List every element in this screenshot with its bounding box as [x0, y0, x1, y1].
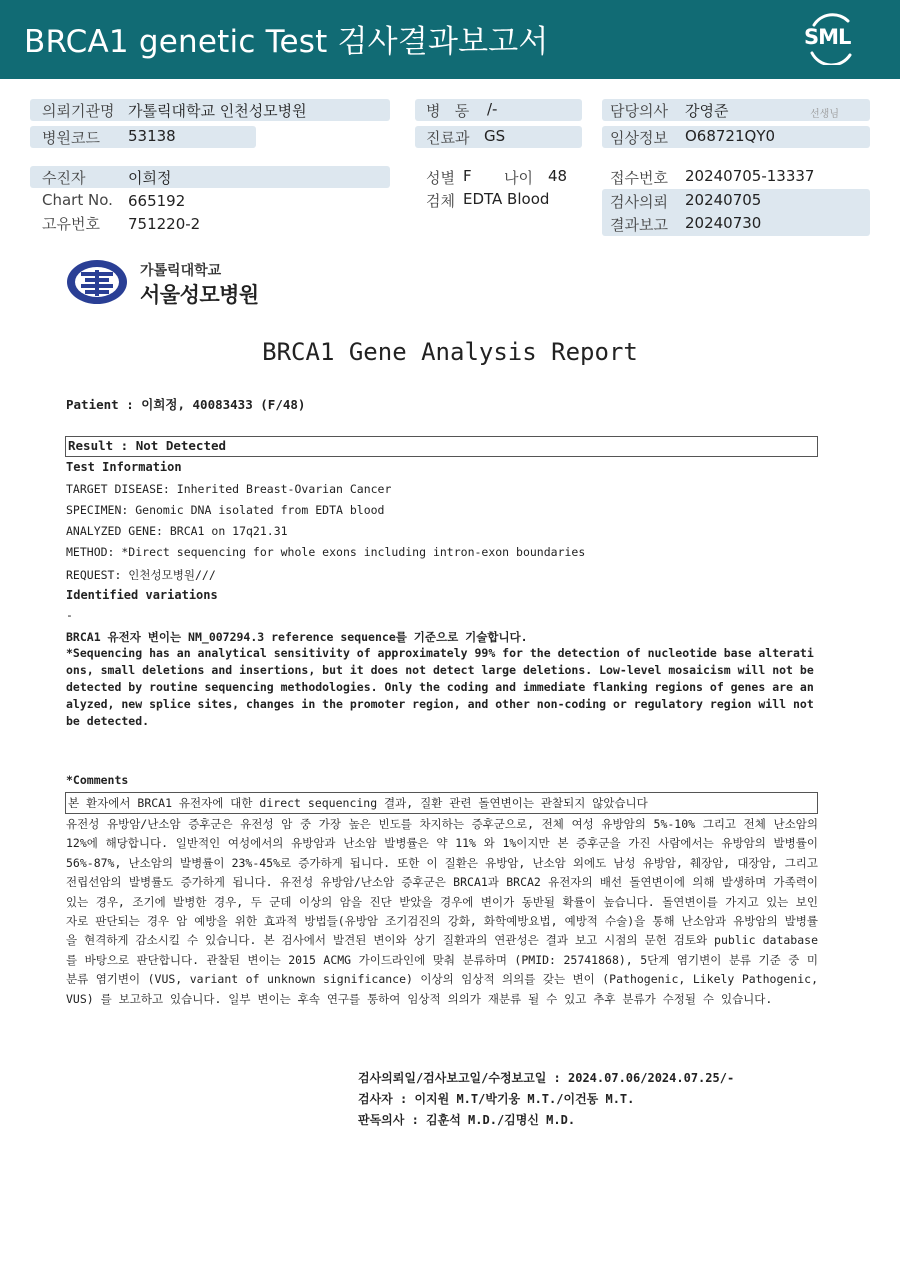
reader-line: 판독의사 : 김훈석 M.D./김명신 M.D.	[358, 1113, 576, 1127]
comments-heading: *Comments	[66, 773, 129, 787]
hospital-emblem-icon	[66, 258, 128, 306]
header-bar	[0, 0, 900, 79]
unique-label: 고유번호	[42, 215, 100, 233]
comment-box	[65, 792, 818, 814]
sensitivity-note: *Sequencing has an analytical sensitivity of approximately 99% for the detection of nucleotide base alterations, small deletions and insertions, but it does not detect large deletions. Low-level mosaicism will not be detected by routine sequencing methodologies. Only the coding and immediate flanking regions of genes are analyzed, new splice sites, changes in the promoter region, and other non-coding or regulatory region will not be detected.	[66, 646, 814, 728]
patient-value: 이희정	[128, 169, 172, 187]
receipt-label: 접수번호	[610, 169, 668, 187]
sml-logo-text: SML	[804, 25, 851, 49]
analyzed-gene: ANALYZED GENE: BRCA1 on 17q21.31	[66, 524, 288, 538]
unique-value: 751220-2	[128, 215, 201, 233]
specimen-line: SPECIMEN: Genomic DNA isolated from EDTA blood	[66, 503, 385, 517]
department-value: GS	[484, 127, 506, 145]
sex-label: 성별	[426, 169, 455, 187]
sex-value: F	[463, 167, 472, 185]
department-label: 진료과	[426, 129, 470, 147]
age-value: 48	[548, 167, 568, 185]
hospital-name-line1: 가톨릭대학교	[140, 263, 222, 279]
age-label: 나이	[504, 169, 533, 187]
hospital-code-value: 53138	[128, 127, 176, 145]
specimen-value: EDTA Blood	[463, 190, 550, 208]
chart-value: 665192	[128, 192, 186, 210]
doctor-label: 담당의사	[610, 102, 668, 120]
identified-heading: Identified variations	[66, 588, 218, 602]
result-box	[65, 436, 818, 457]
reference-note: BRCA1 유전자 변이는 NM_007294.3 reference sequence를 기준으로 기술합니다.	[66, 630, 528, 644]
result-date-value: 20240730	[685, 214, 762, 232]
result-date-label: 결과보고	[610, 216, 668, 234]
chart-label: Chart No.	[42, 191, 113, 209]
patient-line: Patient : 이희정, 40083433 (F/48)	[66, 397, 306, 412]
dates-line: 검사의뢰일/검사보고일/수정보고일 : 2024.07.06/2024.07.25/-	[358, 1071, 735, 1085]
hospital-code-label: 병원코드	[42, 129, 100, 147]
ward-label: 병 동	[426, 102, 470, 120]
comments-body: 유전성 유방암/난소암 증후군은 유전성 암 중 가장 높은 빈도를 차지하는 증후군으로, 전체 여성 유방암의 5%-10% 그리고 전체 난소암의 12%에 해당합니다. 일반적인 여성에서의 유방암과 난소암 발병률은 약 11% 와 1%이지만 본 증후군을 가진 사람에서는 유방암의 발병률이 56%-87%, 난소암의 발병률이 23%-45%로 증가하게 됩니다. 또한 이 질환은 유방암, 난소암 외에도 남성 유방암, 췌장암, 대장암, 그리고 전립선암의 발병률도 증가하게 됩니다. 유전성 유방암/난소암 증후군은 BRCA1과 BRCA2 유전자의 배선 돌연변이에 의해 발생하며 가족력이 있는 경우, 조기에 발병한 경우, 두 군데 이상의 암을 진단 받았을 경우에 변이가 동반될 확률이 높습니다. 돌연변이를 가지고 있는 보인자로 판단되는 경우 암 예방을 위한 효과적 방법들(유방암 조기검진의 강화, 화학예방요법, 예방적 수술)을 통해 난소암과 유방암의 발병률을 현격하게 감소시킬 수 있습니다. 본 검사에서 발견된 변이와 상기 질환과의 연관성은 결과 보고 시점의 문헌 검토와 public database를 바탕으로 판단합니다. 관찰된 변이는 2015 ACMG 가이드라인에 맞춰 분류하며 (PMID: 25741868), 5단계 염기변이 분류 기준 중 미분류 염기변이 (VUS, variant of unknown significance) 이상의 임상적 의의를 갖는 변이 (Pathogenic, Likely Pathogenic, VUS) 를 보고하고 있습니다. 일부 변이는 후속 연구를 통하여 임상적 의의가 재분류 될 수 있고 추후 분류가 수정될 수 있습니다.	[66, 817, 818, 1006]
patient-label: 수진자	[42, 169, 86, 187]
identified-value: -	[66, 608, 73, 622]
receipt-value: 20240705-13337	[685, 167, 815, 185]
institution-label: 의뢰기관명	[42, 102, 115, 120]
test-info-heading: Test Information	[66, 460, 182, 474]
comment-box-text: 본 환자에서 BRCA1 유전자에 대한 direct sequencing 결과, 질환 관련 돌연변이는 관찰되지 않았습니다	[68, 796, 648, 810]
examiner-line: 검사자 : 이지원 M.T/박기웅 M.T./이건동 M.T.	[358, 1092, 635, 1106]
report-header-title: BRCA1 genetic Test 검사결과보고서	[24, 24, 549, 60]
result-text: Result : Not Detected	[68, 438, 227, 453]
clinical-value: O68721QY0	[685, 127, 776, 145]
sml-logo	[800, 11, 862, 65]
request-line: REQUEST: 인천성모병원///	[66, 568, 216, 582]
doctor-value: 강영준	[685, 102, 729, 120]
ward-value: /-	[487, 100, 498, 118]
method-line: METHOD: *Direct sequencing for whole exons including intron-exon boundaries	[66, 545, 586, 559]
report-title: BRCA1 Gene Analysis Report	[262, 338, 638, 366]
clinical-label: 임상정보	[610, 129, 668, 147]
request-date-label: 검사의뢰	[610, 193, 668, 211]
hospital-name-line2: 서울성모병원	[140, 283, 259, 307]
request-date-value: 20240705	[685, 191, 762, 209]
specimen-label: 검체	[426, 192, 455, 210]
institution-value: 가톨릭대학교 인천성모병원	[128, 102, 307, 120]
target-disease: TARGET DISEASE: Inherited Breast-Ovarian Cancer	[66, 482, 392, 496]
doctor-suffix: 선생님	[810, 109, 839, 120]
